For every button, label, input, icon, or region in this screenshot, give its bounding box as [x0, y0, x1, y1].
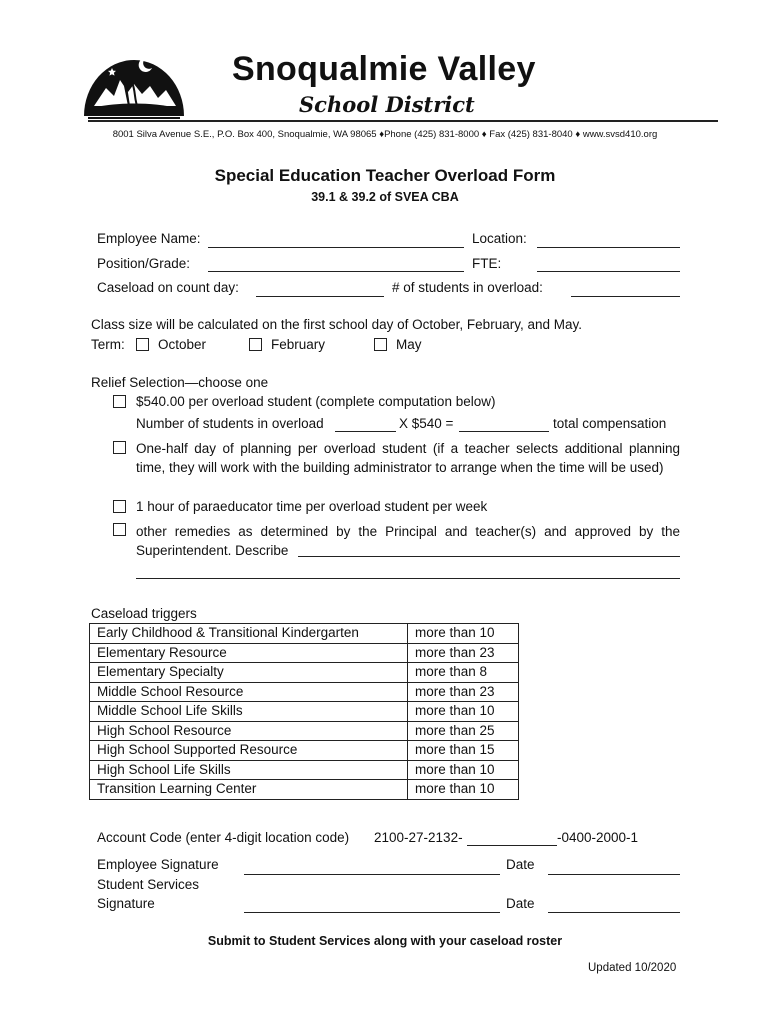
district-name: Snoqualmie Valley	[232, 50, 536, 88]
term-label: Term:	[91, 337, 125, 352]
student-services-label: Student Services	[97, 877, 200, 892]
term-february-checkbox[interactable]	[249, 338, 262, 351]
table-row	[90, 624, 519, 644]
account-code-prefix: 2100-27-2132-	[374, 830, 463, 845]
relief-heading: Relief Selection—choose one	[91, 375, 269, 390]
table-row	[90, 663, 519, 683]
relief-option1-checkbox[interactable]	[113, 395, 126, 408]
employee-name-field[interactable]	[208, 247, 464, 248]
student-services-signature-field[interactable]	[244, 912, 500, 913]
table-row	[90, 702, 519, 722]
position-grade-field[interactable]	[208, 271, 464, 272]
student-services-date-label: Date	[506, 896, 535, 911]
trigger-program: Early Childhood & Transitional Kindergarten	[90, 624, 408, 644]
employee-name-label: Employee Name:	[97, 231, 201, 246]
trigger-program: High School Supported Resource	[90, 741, 408, 761]
table-row	[90, 741, 519, 761]
trigger-program: High School Resource	[90, 721, 408, 741]
students-overload-field[interactable]	[571, 296, 680, 297]
students-overload-label: # of students in overload:	[392, 280, 543, 295]
trigger-threshold: more than 10	[408, 624, 519, 644]
trigger-program: Transition Learning Center	[90, 780, 408, 800]
describe-field-line2[interactable]	[136, 578, 680, 579]
trigger-threshold: more than 15	[408, 741, 519, 761]
form-title: Special Education Teacher Overload Form	[214, 166, 556, 185]
fte-field[interactable]	[537, 271, 680, 272]
employee-signature-label: Employee Signature	[97, 857, 219, 872]
relief-option3-label: 1 hour of paraeducator time per overload student per week	[136, 499, 488, 514]
relief-option4-checkbox[interactable]	[113, 523, 126, 536]
trigger-threshold: more than 10	[408, 760, 519, 780]
caseload-triggers-table	[89, 623, 519, 800]
account-code-suffix: -0400-2000-1	[557, 830, 639, 845]
term-may-checkbox[interactable]	[374, 338, 387, 351]
submit-note: Submit to Student Services along with your caseload roster	[207, 934, 563, 948]
caseload-field[interactable]	[256, 296, 384, 297]
total-compensation-field[interactable]	[459, 431, 549, 432]
position-grade-label: Position/Grade:	[97, 256, 191, 271]
computation-total-label: total compensation	[553, 416, 667, 431]
term-october-label: October	[158, 337, 207, 352]
fte-label: FTE:	[472, 256, 502, 271]
table-row	[90, 643, 519, 663]
table-row	[90, 760, 519, 780]
location-field[interactable]	[537, 247, 680, 248]
district-address: 8001 Silva Avenue S.E., P.O. Box 400, Snoqualmie, WA 98065 ♦Phone (425) 831-8000 ♦ Fax (425) 831-8040 ♦ www.svsd410.org	[112, 129, 658, 140]
trigger-program: High School Life Skills	[90, 760, 408, 780]
employee-date-label: Date	[506, 857, 535, 872]
trigger-threshold: more than 8	[408, 663, 519, 683]
overload-count-field[interactable]	[335, 431, 396, 432]
trigger-threshold: more than 23	[408, 643, 519, 663]
term-october-checkbox[interactable]	[136, 338, 149, 351]
relief-option2-checkbox[interactable]	[113, 441, 126, 454]
trigger-program: Middle School Life Skills	[90, 702, 408, 722]
employee-date-field[interactable]	[548, 874, 680, 875]
trigger-program: Elementary Specialty	[90, 663, 408, 683]
form-subtitle: 39.1 & 39.2 of SVEA CBA	[311, 190, 459, 204]
trigger-threshold: more than 10	[408, 780, 519, 800]
table-row	[90, 721, 519, 741]
computation-students-label: Number of students in overload	[136, 416, 324, 431]
relief-option3-checkbox[interactable]	[113, 500, 126, 513]
triggers-heading: Caseload triggers	[91, 606, 197, 621]
describe-field-line1[interactable]	[298, 556, 680, 557]
trigger-program: Elementary Resource	[90, 643, 408, 663]
term-may-label: May	[396, 337, 422, 352]
relief-option1-label: $540.00 per overload student (complete computation below)	[136, 394, 496, 409]
relief-option2-label: One-half day of planning per overload student (if a teacher selects additional planning time, they will work with the building administrator to arrange when the time will be used)	[136, 441, 680, 475]
table-row	[90, 780, 519, 800]
location-label: Location:	[472, 231, 527, 246]
class-size-note: Class size will be calculated on the first school day of October, February, and May.	[91, 317, 582, 332]
employee-signature-field[interactable]	[244, 874, 500, 875]
district-subtitle: School District	[299, 92, 475, 117]
student-services-signature-label: Signature	[97, 896, 155, 911]
trigger-program: Middle School Resource	[90, 682, 408, 702]
district-logo	[84, 46, 184, 122]
header-rule	[88, 120, 718, 122]
updated-date: Updated 10/2020	[588, 962, 677, 974]
account-code-label: Account Code (enter 4-digit location code)	[97, 830, 350, 845]
table-row	[90, 682, 519, 702]
trigger-threshold: more than 25	[408, 721, 519, 741]
location-code-field[interactable]	[467, 845, 557, 846]
computation-multiplier: X $540 =	[399, 416, 454, 431]
relief-option4-label: other remedies as determined by the Principal and teacher(s) and approved by the Superintendent. Describe	[136, 524, 680, 558]
describe-label: Describe	[235, 543, 289, 558]
trigger-threshold: more than 10	[408, 702, 519, 722]
student-services-date-field[interactable]	[548, 912, 680, 913]
trigger-threshold: more than 23	[408, 682, 519, 702]
term-february-label: February	[271, 337, 326, 352]
caseload-label: Caseload on count day:	[97, 280, 239, 295]
